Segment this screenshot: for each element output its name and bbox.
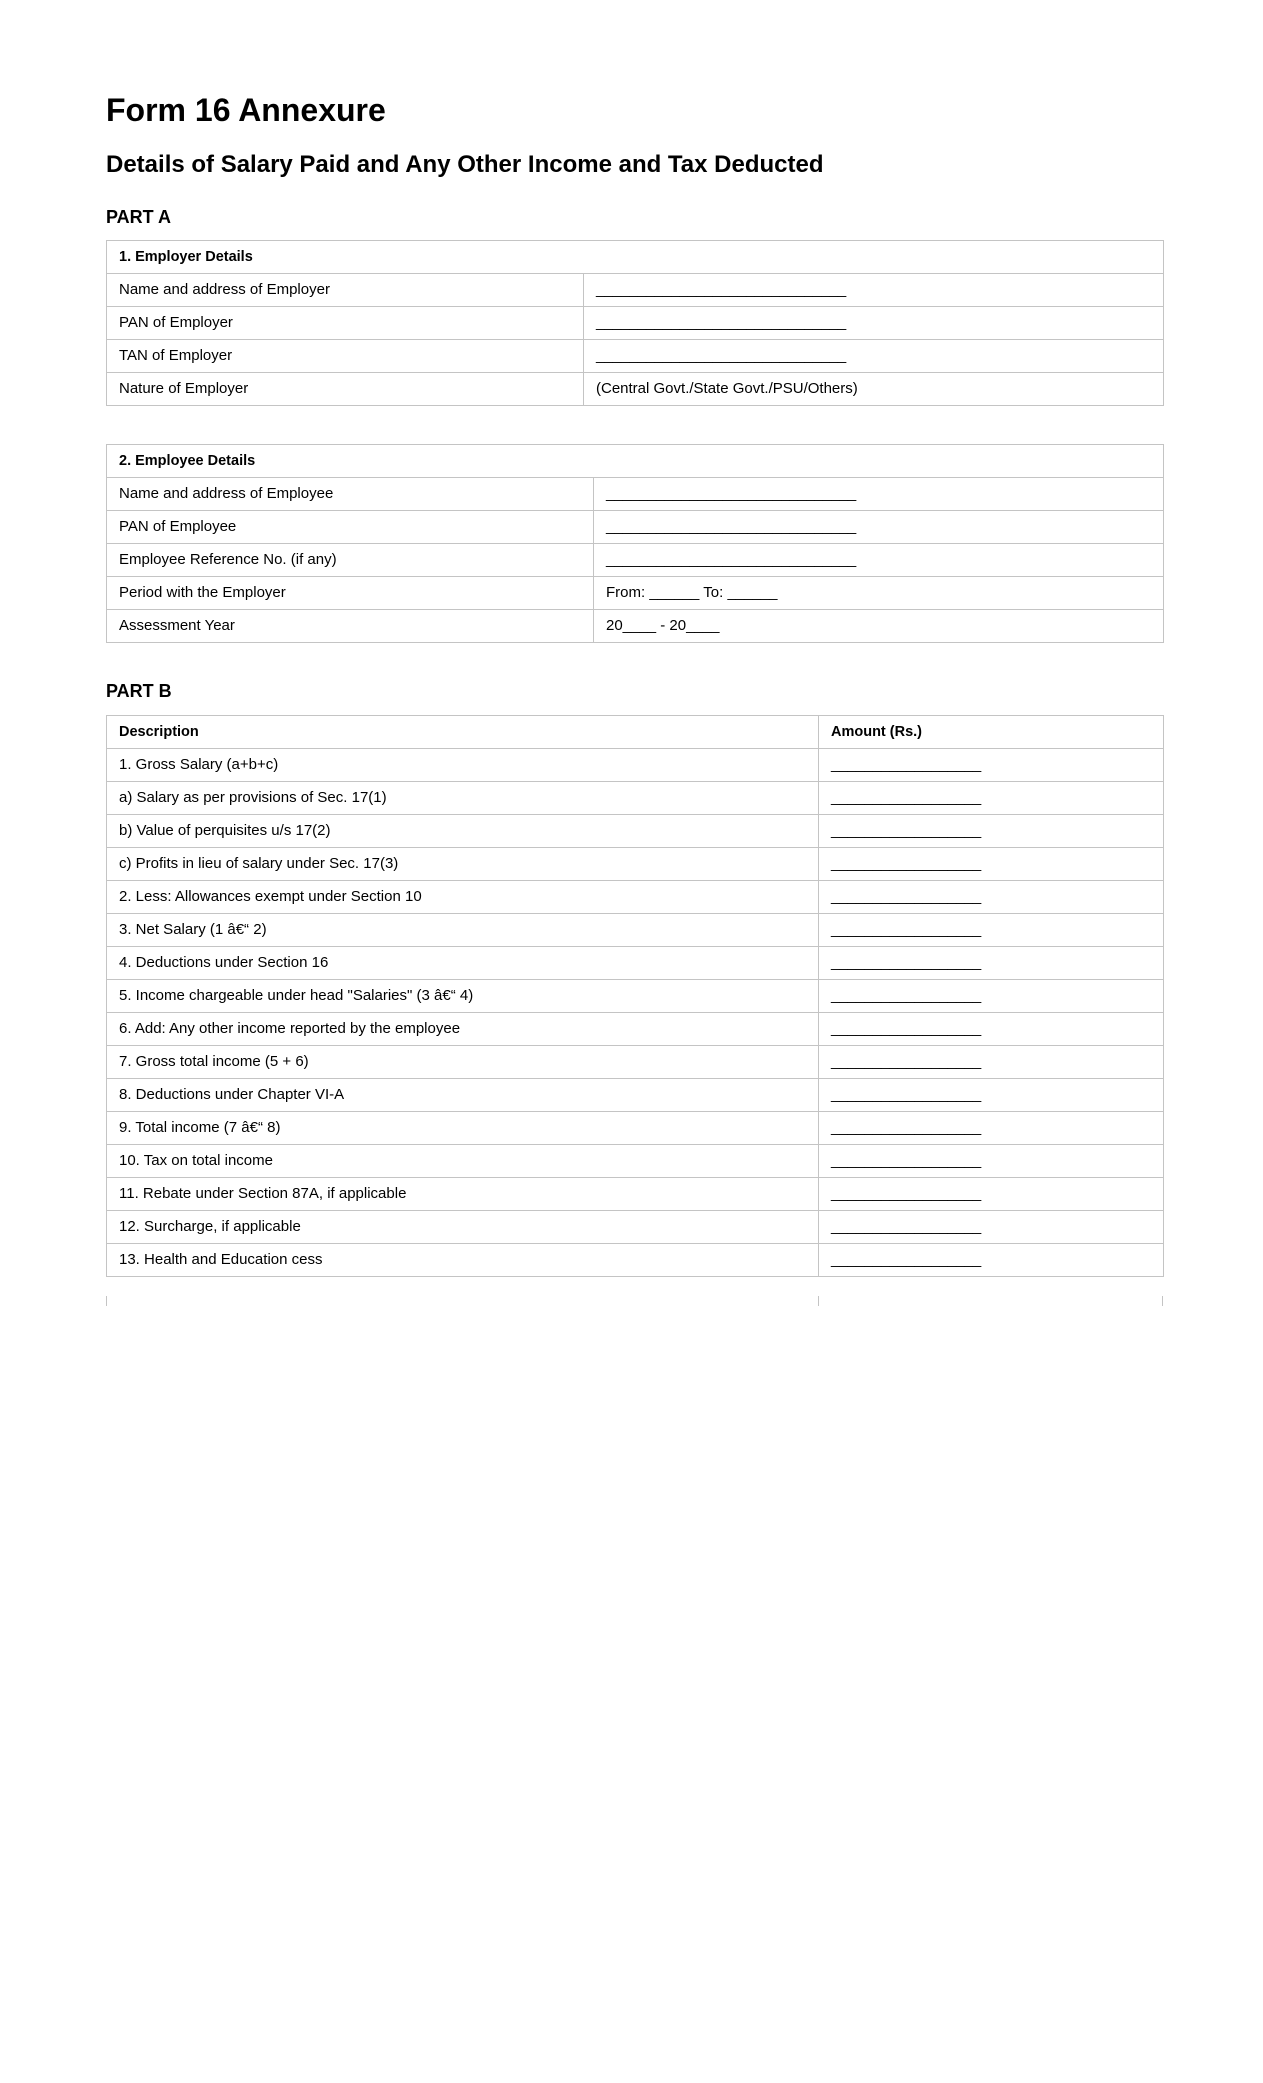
amount-field[interactable]: __________________ <box>819 1112 1164 1145</box>
table-row <box>107 307 1164 340</box>
table-continuation-edge <box>106 1296 1163 1306</box>
row-description: 6. Add: Any other income reported by the employee <box>107 1013 819 1046</box>
employee-reference-field[interactable]: ______________________________ <box>594 544 1164 577</box>
table-row <box>107 610 1164 643</box>
amount-field[interactable]: __________________ <box>819 1211 1164 1244</box>
amount-field[interactable]: __________________ <box>819 1013 1164 1046</box>
part-b-title: PART B <box>106 681 172 701</box>
amount-field[interactable]: __________________ <box>819 1178 1164 1211</box>
amount-field[interactable]: __________________ <box>819 980 1164 1013</box>
amount-field[interactable]: __________________ <box>819 947 1164 980</box>
field-label: Employee Reference No. (if any) <box>107 544 594 577</box>
amount-field[interactable]: __________________ <box>819 1244 1164 1277</box>
table-row <box>107 373 1164 406</box>
amount-field[interactable]: __________________ <box>819 1079 1164 1112</box>
employee-details-heading: 2. Employee Details <box>107 445 1164 478</box>
amount-field[interactable]: __________________ <box>819 881 1164 914</box>
amount-field[interactable]: __________________ <box>819 815 1164 848</box>
employee-name-field[interactable]: ______________________________ <box>594 478 1164 511</box>
table-row <box>107 1178 1164 1211</box>
field-label: TAN of Employer <box>107 340 584 373</box>
field-label: Nature of Employer <box>107 373 584 406</box>
row-description: 7. Gross total income (5 + 6) <box>107 1046 819 1079</box>
table-row <box>107 1211 1164 1244</box>
row-description: c) Profits in lieu of salary under Sec. 17(3) <box>107 848 819 881</box>
row-description: 5. Income chargeable under head "Salaries" (3 â€“ 4) <box>107 980 819 1013</box>
table-row <box>107 478 1164 511</box>
field-label: PAN of Employee <box>107 511 594 544</box>
table-row <box>107 782 1164 815</box>
table-row <box>107 749 1164 782</box>
table-row <box>107 577 1164 610</box>
amount-field[interactable]: __________________ <box>819 914 1164 947</box>
page-subtitle: Details of Salary Paid and Any Other Income and Tax Deducted <box>106 151 824 178</box>
amount-column-header: Amount (Rs.) <box>819 716 1164 749</box>
table-row <box>107 848 1164 881</box>
row-description: 13. Health and Education cess <box>107 1244 819 1277</box>
field-label: PAN of Employer <box>107 307 584 340</box>
table-row <box>107 881 1164 914</box>
employer-name-field[interactable]: ______________________________ <box>584 274 1164 307</box>
employer-tan-field[interactable]: ______________________________ <box>584 340 1164 373</box>
field-label: Name and address of Employer <box>107 274 584 307</box>
amount-field[interactable]: __________________ <box>819 749 1164 782</box>
field-label: Assessment Year <box>107 610 594 643</box>
row-description: 10. Tax on total income <box>107 1145 819 1178</box>
table-row <box>107 980 1164 1013</box>
row-description: b) Value of perquisites u/s 17(2) <box>107 815 819 848</box>
table-row <box>107 1013 1164 1046</box>
row-description: 11. Rebate under Section 87A, if applicable <box>107 1178 819 1211</box>
field-label: Name and address of Employee <box>107 478 594 511</box>
table-row <box>107 914 1164 947</box>
table-row <box>107 274 1164 307</box>
table-row <box>107 511 1164 544</box>
field-label: Period with the Employer <box>107 577 594 610</box>
row-description: a) Salary as per provisions of Sec. 17(1) <box>107 782 819 815</box>
employer-pan-field[interactable]: ______________________________ <box>584 307 1164 340</box>
row-description: 1. Gross Salary (a+b+c) <box>107 749 819 782</box>
row-description: 12. Surcharge, if applicable <box>107 1211 819 1244</box>
table-row <box>107 815 1164 848</box>
employee-pan-field[interactable]: ______________________________ <box>594 511 1164 544</box>
amount-field[interactable]: __________________ <box>819 848 1164 881</box>
employee-details-table <box>106 444 1164 643</box>
page-title: Form 16 Annexure <box>106 92 386 128</box>
table-row <box>107 1244 1164 1277</box>
salary-details-table <box>106 715 1164 1277</box>
table-row <box>107 947 1164 980</box>
description-column-header: Description <box>107 716 819 749</box>
employment-period-field[interactable]: From: ______ To: ______ <box>594 577 1164 610</box>
employer-details-heading: 1. Employer Details <box>107 241 1164 274</box>
table-row <box>107 1112 1164 1145</box>
table-row <box>107 1079 1164 1112</box>
assessment-year-field[interactable]: 20____ - 20____ <box>594 610 1164 643</box>
table-row <box>107 340 1164 373</box>
row-description: 4. Deductions under Section 16 <box>107 947 819 980</box>
row-description: 2. Less: Allowances exempt under Section 10 <box>107 881 819 914</box>
row-description: 9. Total income (7 â€“ 8) <box>107 1112 819 1145</box>
employer-nature-field[interactable]: (Central Govt./State Govt./PSU/Others) <box>584 373 1164 406</box>
table-row <box>107 1145 1164 1178</box>
row-description: 3. Net Salary (1 â€“ 2) <box>107 914 819 947</box>
amount-field[interactable]: __________________ <box>819 1145 1164 1178</box>
amount-field[interactable]: __________________ <box>819 782 1164 815</box>
employer-details-table <box>106 240 1164 406</box>
part-a-title: PART A <box>106 207 171 227</box>
amount-field[interactable]: __________________ <box>819 1046 1164 1079</box>
table-row <box>107 1046 1164 1079</box>
row-description: 8. Deductions under Chapter VI-A <box>107 1079 819 1112</box>
table-row <box>107 544 1164 577</box>
